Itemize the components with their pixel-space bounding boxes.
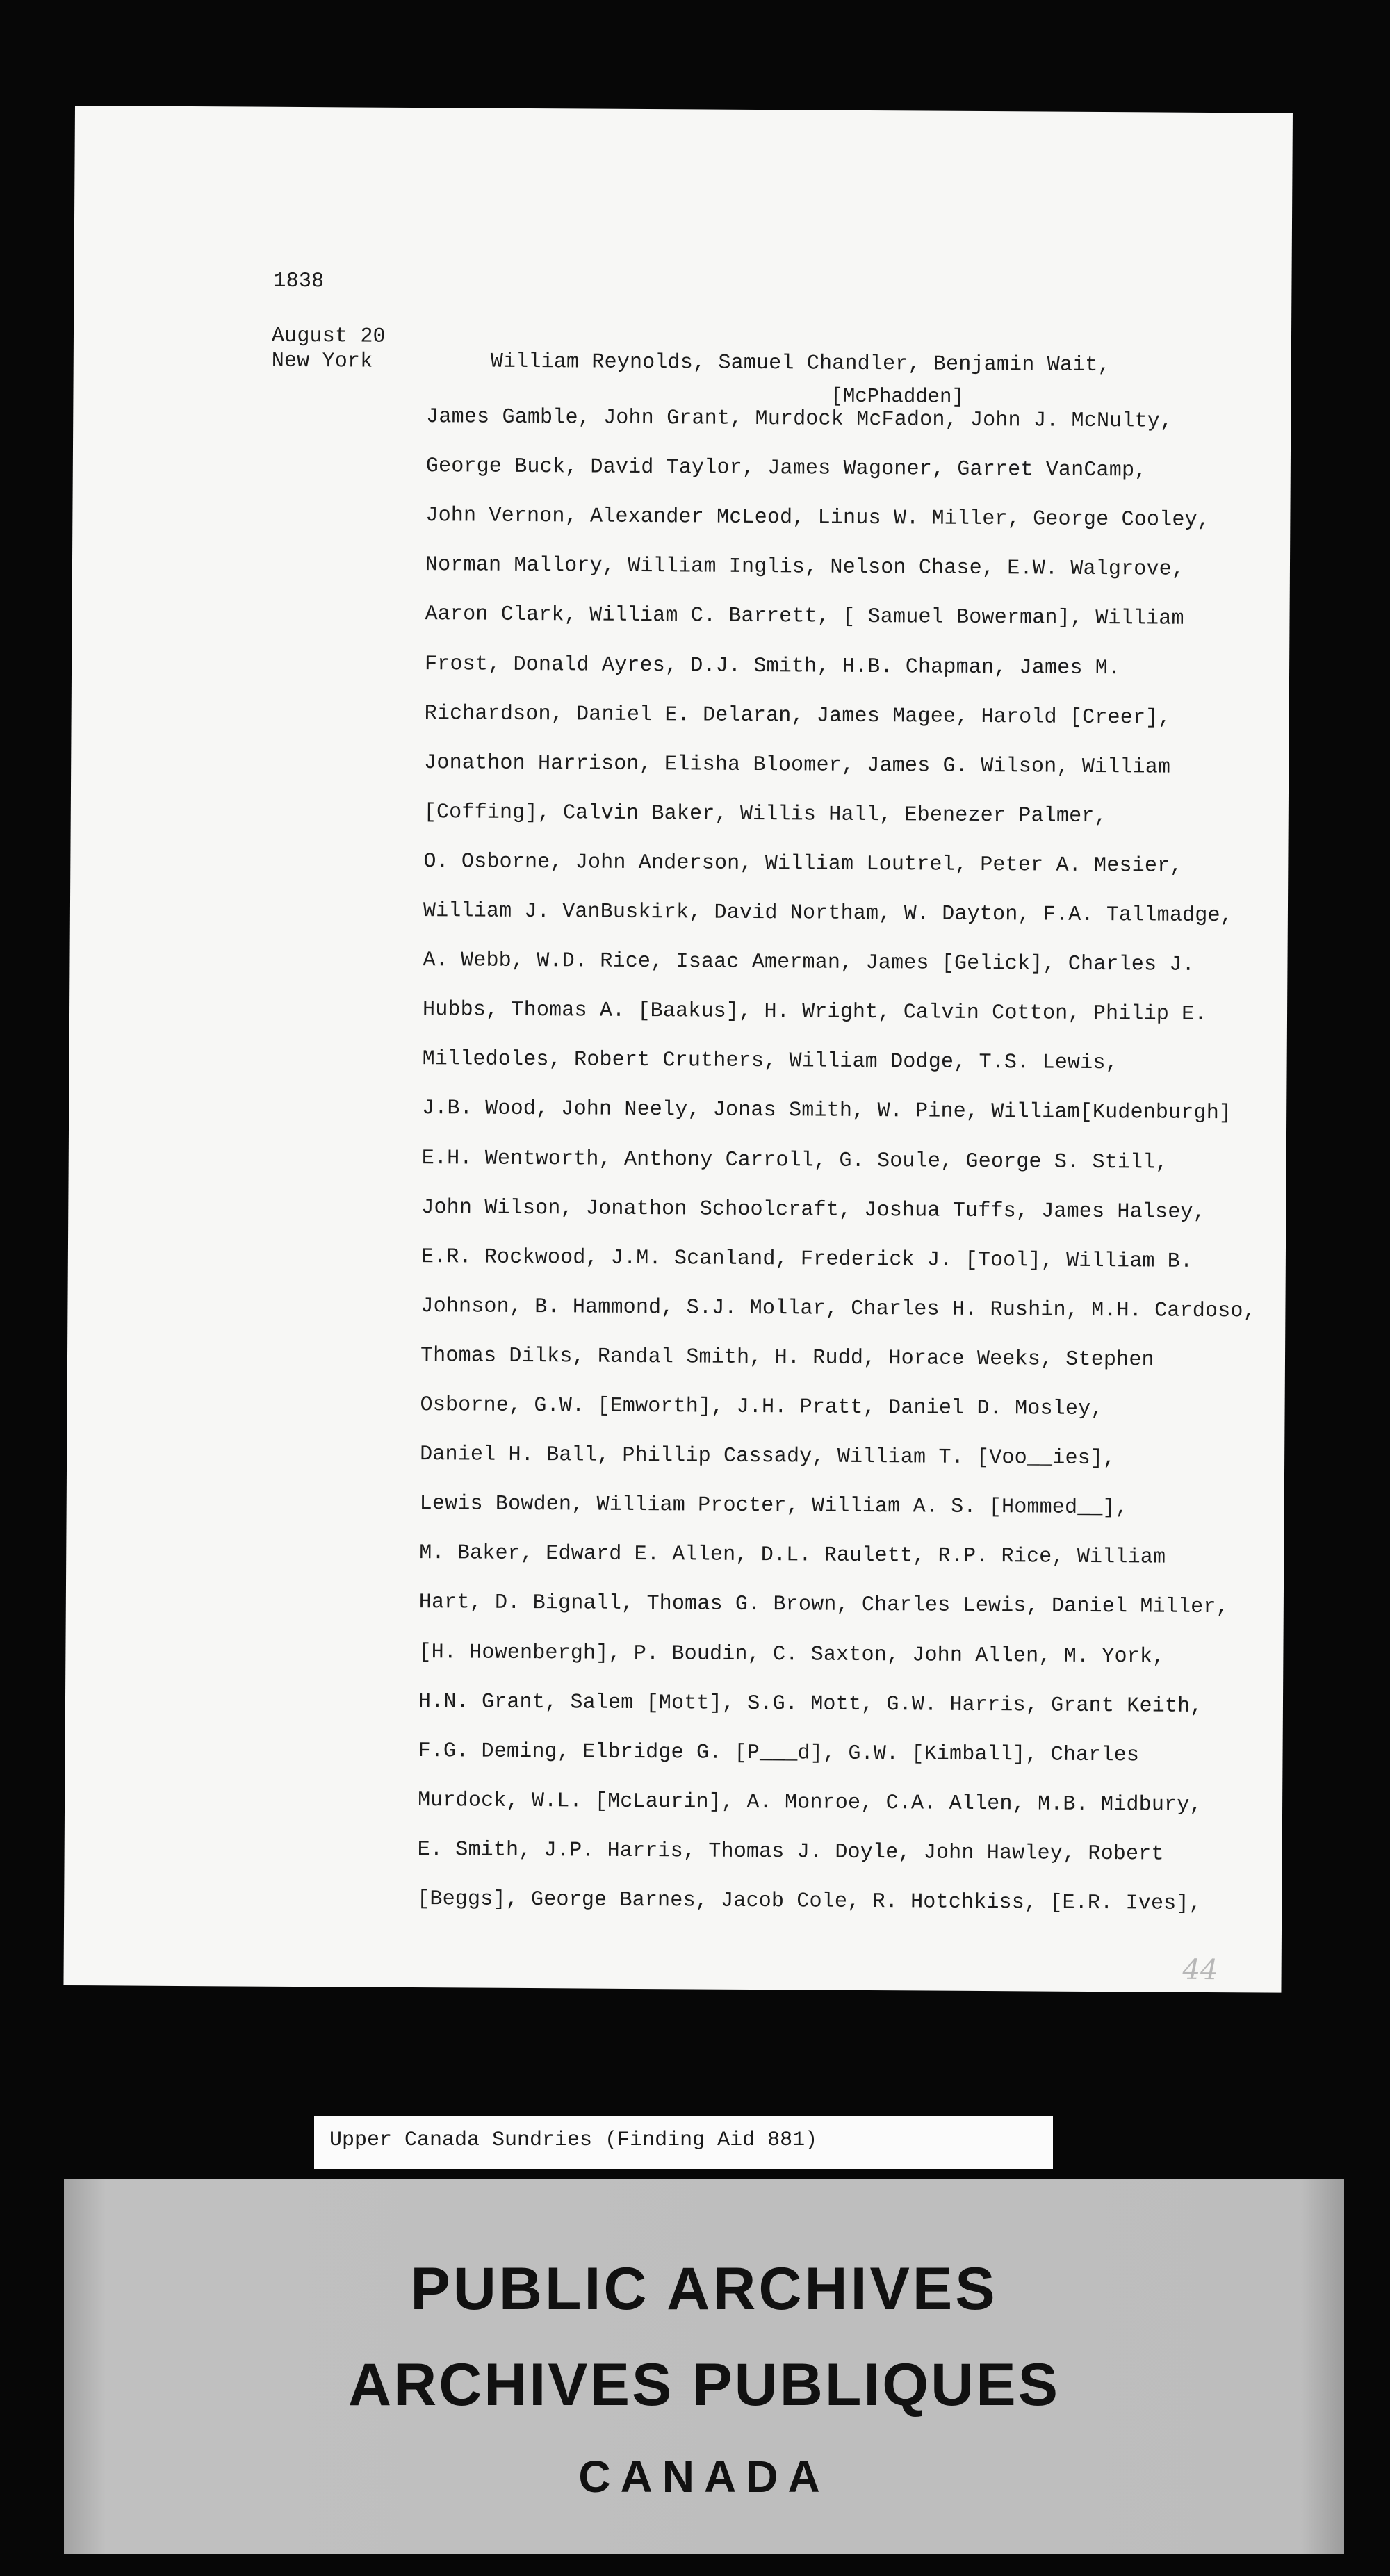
document-line: John Wilson, Jonathon Schoolcraft, Joshua Tuffs, James Halsey, xyxy=(421,1195,1206,1224)
finding-aid-label xyxy=(314,2116,1053,2169)
document-line: H.N. Grant, Salem [Mott], S.G. Mott, G.W. Harris, Grant Keith, xyxy=(418,1689,1203,1718)
document-line: Norman Mallory, William Inglis, Nelson Chase, E.W. Walgrove, xyxy=(425,553,1185,582)
document-line: William Reynolds, Samuel Chandler, Benjamin Wait, xyxy=(490,350,1111,378)
document-line: Hart, D. Bignall, Thomas G. Brown, Charles Lewis, Daniel Miller, xyxy=(418,1591,1229,1620)
document-line: Frost, Donald Ayres, D.J. Smith, H.B. Chapman, James M. xyxy=(424,652,1121,680)
document-line: Murdock, W.L. [McLaurin], A. Monroe, C.A. Allen, M.B. Midbury, xyxy=(418,1788,1202,1817)
document-line: Osborne, G.W. [Emworth], J.H. Pratt, Daniel D. Mosley, xyxy=(420,1393,1104,1422)
document-line: Aaron Clark, William C. Barrett, [ Samuel Bowerman], William xyxy=(425,602,1184,632)
document-line: Johnson, B. Hammond, S.J. Mollar, Charles H. Rushin, M.H. Cardoso, xyxy=(420,1294,1256,1324)
date-line: August 20 xyxy=(271,324,386,349)
document-line: F.G. Deming, Elbridge G. [P___d], G.W. [Kimball], Charles xyxy=(418,1739,1140,1768)
place-line: New York xyxy=(271,349,373,374)
document-line: James Gamble, John Grant, Murdock McFadon, John J. McNulty, xyxy=(426,405,1173,434)
finding-aid-label-text: Upper Canada Sundries (Finding Aid 881) xyxy=(329,2128,818,2152)
document-line: [Beggs], George Barnes, Jacob Cole, R. Hotchkiss, [E.R. Ives], xyxy=(417,1887,1202,1916)
document-line: A. Webb, W.D. Rice, Isaac Amerman, James [Gelick], Charles J. xyxy=(423,949,1195,977)
document-line: M. Baker, Edward E. Allen, D.L. Raulett, R.P. Rice, William xyxy=(419,1541,1166,1570)
archives-stamp xyxy=(64,2179,1344,2554)
document-line: Daniel H. Ball, Phillip Cassady, William T. [Voo__ies], xyxy=(420,1443,1116,1471)
page-number: 44 xyxy=(1182,1953,1218,1987)
document-line: Thomas Dilks, Randal Smith, H. Rudd, Horace Weeks, Stephen xyxy=(420,1343,1154,1372)
document-line: E.R. Rockwood, J.M. Scanland, Frederick J. [Tool], William B. xyxy=(420,1245,1193,1274)
document-line: O. Osborne, John Anderson, William Loutrel, Peter A. Mesier, xyxy=(423,849,1183,878)
document-line: [H. Howenbergh], P. Boudin, C. Saxton, John Allen, M. York, xyxy=(418,1640,1166,1669)
document-date-place xyxy=(272,324,386,375)
stamp-line-english: PUBLIC ARCHIVES xyxy=(410,2256,998,2322)
document-line: Lewis Bowden, William Procter, William A. S. [Hommed__], xyxy=(419,1492,1129,1520)
document-line: William J. VanBuskirk, David Northam, W. Dayton, F.A. Tallmadge, xyxy=(423,899,1234,928)
document-line: [Coffing], Calvin Baker, Willis Hall, Ebenezer Palmer, xyxy=(423,800,1107,828)
document-line: Richardson, Daniel E. Delaran, James Magee, Harold [Creer], xyxy=(424,701,1171,730)
stamp-line-french: ARCHIVES PUBLIQUES xyxy=(348,2352,1061,2418)
document-line: Milledoles, Robert Cruthers, William Dodge, T.S. Lewis, xyxy=(422,1047,1118,1076)
stamp-line-country: CANADA xyxy=(578,2452,830,2502)
document-line: E.H. Wentworth, Anthony Carroll, G. Soule, George S. Still, xyxy=(421,1146,1168,1175)
document-line: Jonathon Harrison, Elisha Bloomer, James G. Wilson, William xyxy=(424,750,1171,780)
handwritten-insertion: [McPhadden] xyxy=(831,384,965,409)
document-page xyxy=(63,106,1292,1993)
document-line: Hubbs, Thomas A. [Baakus], H. Wright, Calvin Cotton, Philip E. xyxy=(422,998,1207,1027)
document-line: E. Smith, J.P. Harris, Thomas J. Doyle, John Hawley, Robert xyxy=(417,1837,1164,1867)
document-year: 1838 xyxy=(273,269,325,294)
document-line: John Vernon, Alexander McLeod, Linus W. Miller, George Cooley, xyxy=(425,504,1211,533)
document-line: George Buck, David Taylor, James Wagoner, Garret VanCamp, xyxy=(425,454,1147,483)
document-line: J.B. Wood, John Neely, Jonas Smith, W. Pine, William[Kudenburgh] xyxy=(422,1097,1232,1126)
